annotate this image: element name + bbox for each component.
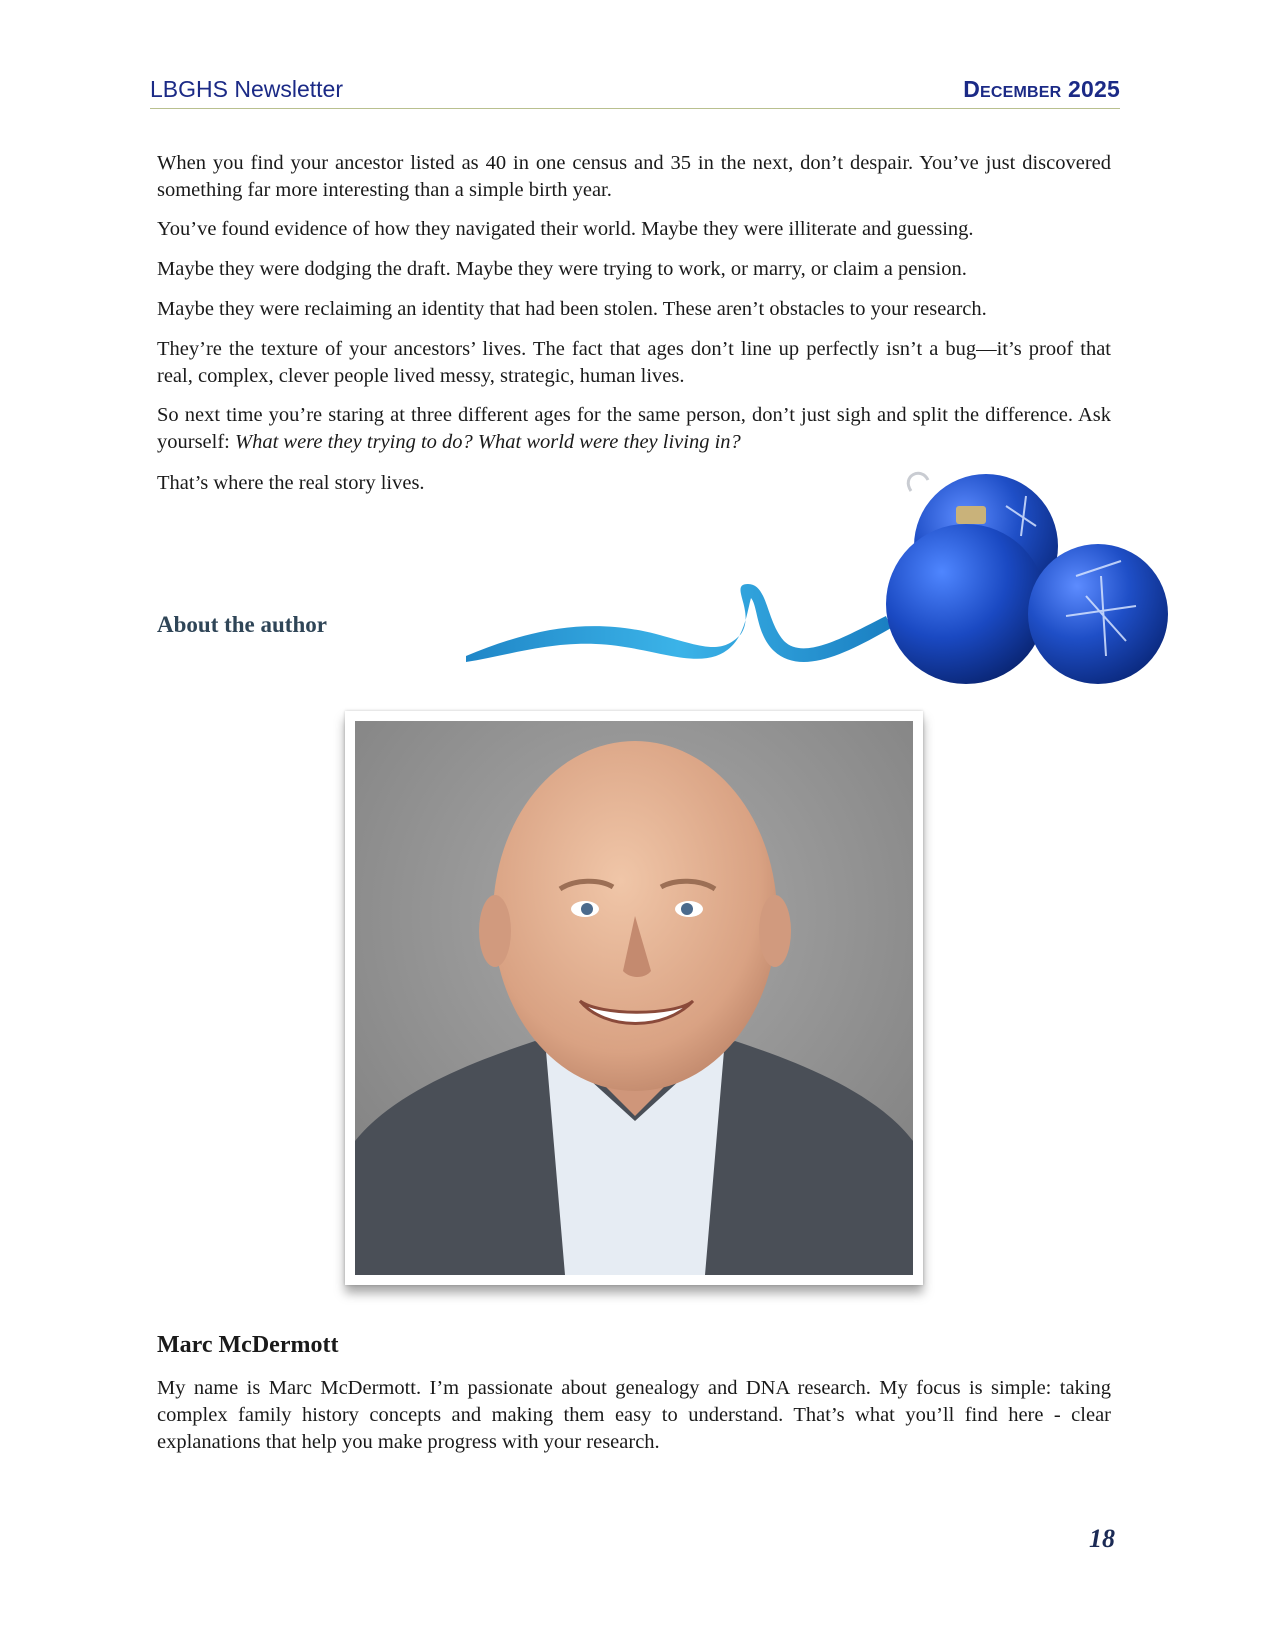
ornament-hook bbox=[908, 473, 928, 491]
author-photo-frame bbox=[345, 711, 923, 1285]
christmas-ornaments-icon bbox=[466, 466, 1186, 696]
paragraph-5: They’re the texture of your ancestors’ lives. The fact that ages don’t line up perfectly isn’t a bug—it’s proof that real, complex, clever people lived messy, strategic, human lives. bbox=[157, 338, 1111, 387]
paragraph-4: Maybe they were reclaiming an identity that had been stolen. These aren’t obstacles to your research. bbox=[157, 298, 987, 320]
paragraph-6-text: So next time you’re staring at three different ages for the same person, don’t just sigh and split the difference. Ask yourself: bbox=[157, 404, 1111, 453]
left-iris bbox=[581, 903, 593, 915]
page-number: 18 bbox=[1089, 1524, 1115, 1553]
right-iris bbox=[681, 903, 693, 915]
left-ear bbox=[479, 895, 511, 967]
paragraph-2: You’ve found evidence of how they navigated their world. Maybe they were illiterate and guessing. bbox=[157, 218, 974, 240]
ornament-ball-front bbox=[886, 524, 1046, 684]
author-portrait bbox=[355, 721, 913, 1275]
ornament-ball-right bbox=[1028, 544, 1168, 684]
about-author-heading: About the author bbox=[157, 612, 327, 637]
ribbon-shape bbox=[466, 584, 891, 662]
paragraph-1: When you find your ancestor listed as 40 in one census and 35 in the next, don’t despair. You’ve just discovered something far more interesting than a simple birth year. bbox=[157, 152, 1111, 201]
paragraph-3: Maybe they were dodging the draft. Maybe they were trying to work, or marry, or claim a pension. bbox=[157, 258, 967, 280]
newsletter-title: LBGHS Newsletter bbox=[150, 76, 344, 102]
issue-date: December 2025 bbox=[963, 76, 1120, 102]
page-header bbox=[150, 74, 1120, 109]
ornament-cap bbox=[956, 506, 986, 524]
author-bio: My name is Marc McDermott. I’m passionate about genealogy and DNA research. My focus is simple: taking complex family history concepts and making them easy to understand. That’s what you’ll find here - clear explanations that help you make progress with your research. bbox=[157, 1377, 1111, 1453]
closing-line: That’s where the real story lives. bbox=[157, 472, 425, 494]
paragraph-6-question: What were they trying to do? What world were they living in? bbox=[235, 431, 741, 453]
right-ear bbox=[759, 895, 791, 967]
paragraph-6 bbox=[157, 402, 1111, 456]
author-name: Marc McDermott bbox=[157, 1332, 339, 1358]
